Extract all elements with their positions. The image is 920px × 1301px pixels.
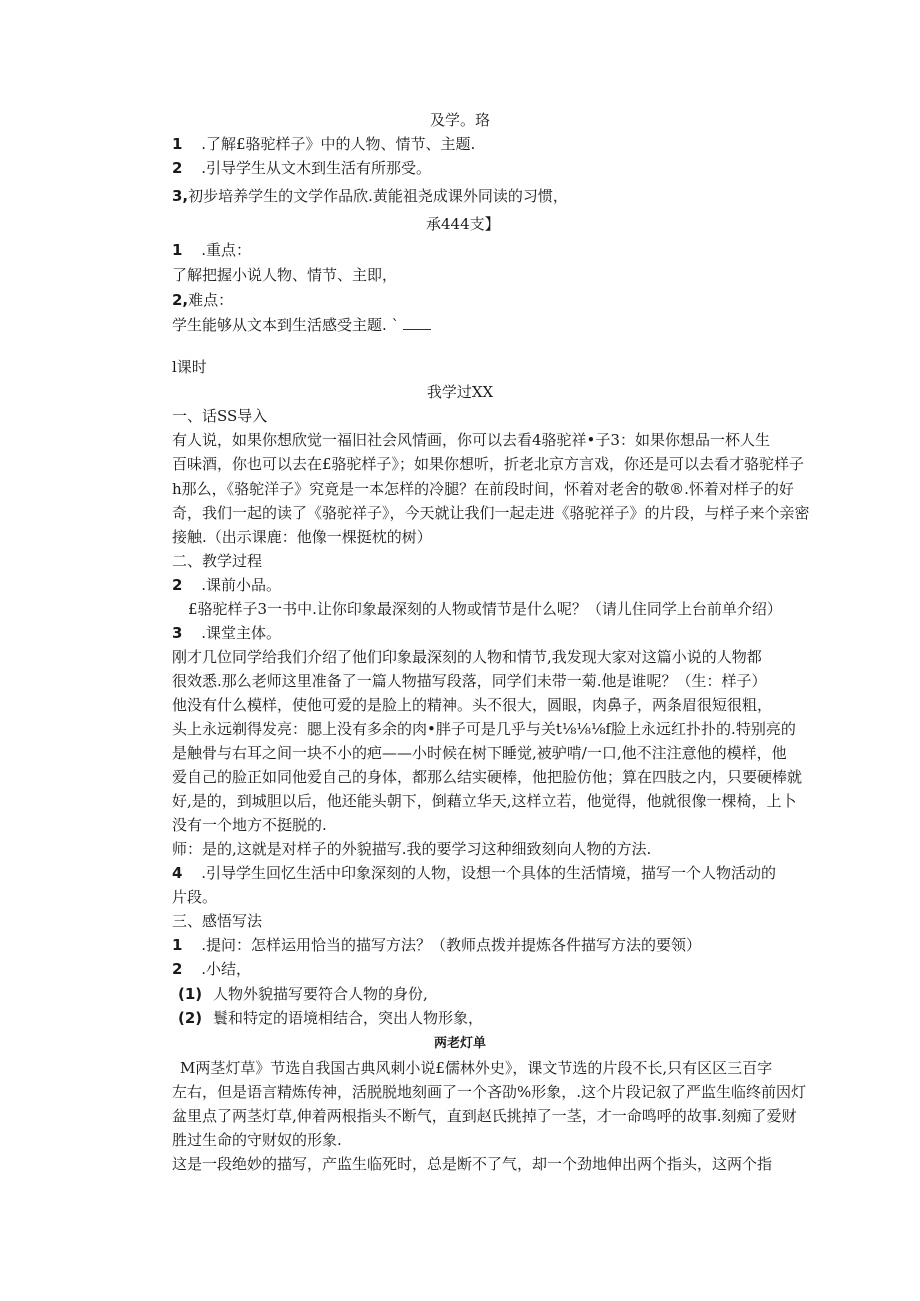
keypoint-1-number: 1 bbox=[172, 241, 183, 259]
goal-2-number: 2 bbox=[172, 159, 183, 177]
subsection-title: 两老灯单 bbox=[433, 1036, 486, 1051]
para-b-line-1: 他没有什么模样，使他可爱的是脸上的精神。头不很大，圆眼，肉鼻子，两条眉很短很粗， bbox=[172, 696, 773, 714]
process-title: 我学过XX bbox=[426, 383, 494, 401]
keypoint-2-line bbox=[172, 314, 431, 336]
section-1-title: 一、话SS导入 bbox=[172, 407, 268, 425]
goal-2 bbox=[172, 157, 431, 179]
underline-rule bbox=[403, 321, 431, 330]
summary-1 bbox=[178, 983, 428, 1005]
section-2-item-3-number: 3 bbox=[172, 624, 183, 642]
section-2-item-2-text: .课前小品。 bbox=[201, 576, 281, 594]
summary-2-text: 鬟和特定的语境相结合，突出人物形象， bbox=[212, 1009, 483, 1027]
para-d-line-1: 这是一段绝妙的描写，产监生临死时，总是断不了气，却一个劲地伸出两个指头，这两个指 bbox=[172, 1155, 773, 1173]
intro-line-3: h那么，《骆鸵洋子》究竟是一本怎样的冷腿？在前段时间，怀着对老舍的敬®.怀着对样子的好 bbox=[172, 480, 794, 498]
para-c-line-3: 盆里点了两茎灯草,伸着两根指头不断气，直到赵氏挑掉了一茎，才一命鸣呼的故事.刻痴了爱财 bbox=[172, 1107, 797, 1125]
keypoint-2-mark: ` bbox=[391, 316, 400, 334]
keypoint-1-text: 了解把握小说人物、情节、主即， bbox=[172, 266, 398, 284]
keypoint-2-label: 难点： bbox=[188, 291, 234, 309]
goal-1-number: 1 bbox=[172, 135, 183, 153]
summary-2 bbox=[178, 1007, 483, 1029]
summary-1-text: 人物外貌描写要符合人物的身份, bbox=[212, 985, 428, 1003]
para-b-line-4: 爱自己的脸正如同他爱自己的身体，都那么结实硬棒，他把脸仿他；算在四肢之内，只要硬棒就 bbox=[172, 768, 803, 786]
para-b-line-3: 是触骨与右耳之间一块不小的疤——小时候在树下睡觉,被驴啃/一口,他不注注意他的模样，他 bbox=[172, 744, 787, 762]
para-b-line-6: 没有一个地方不挺脱的. bbox=[172, 816, 327, 834]
para-c-line-2: 左右，但是语言精炼传神，活脱脱地刻画了一个吝劭%形象，.这个片段记叙了严监生临终前因灯 bbox=[172, 1083, 807, 1101]
section-2-item-4-cont: 片段。 bbox=[172, 888, 218, 906]
para-c-line-4: 胜过生命的守财奴的形象. bbox=[172, 1131, 342, 1149]
para-b-line-5: 好,是的，到城胆以后，他还能头朝下，倒藉立华天,这样立若，他觉得，他就很像一棵椅，上卜 bbox=[172, 792, 797, 810]
goal-3-text: 初步培养学生的文学作品欣.黄能祖尧成课外同读的习惯， bbox=[188, 187, 568, 205]
goal-3 bbox=[172, 185, 568, 207]
section-3-item-1 bbox=[172, 934, 701, 956]
goal-3-number: 3, bbox=[172, 187, 189, 205]
section-2-item-3 bbox=[172, 622, 281, 644]
para-a-line-2: 很效悉.那么老师这里准备了一篇人物描写段落，同学们未带一菊.他是谁呢？（生：样子） bbox=[172, 672, 767, 690]
section-3-item-2-text: .小结， bbox=[201, 960, 251, 978]
goal-2-text: .引导学生从文木到生活有所那受。 bbox=[201, 159, 431, 177]
section-2-item-4 bbox=[172, 862, 776, 884]
section-2-item-3-text: .课堂主体。 bbox=[201, 624, 281, 642]
para-c-line-1: M两茎灯草》节选自我国古典风刺小说£儒林外史》，课文节选的片段不长,只有区区三百字 bbox=[180, 1059, 773, 1077]
lesson-period: l课时 bbox=[172, 358, 207, 376]
para-a-line-1: 刚才几位同学给我们介绍了他们印象最深刻的人物和情节,我发现大家对这篇小说的人物都 bbox=[172, 648, 762, 666]
section-2-item-2-number: 2 bbox=[172, 576, 183, 594]
section-2-item-4-text: .引导学生回忆生活中印象深刻的人物，设想一个具体的生活情境，描写一个人物活动的 bbox=[201, 864, 776, 882]
keypoint-1 bbox=[172, 239, 251, 261]
intro-line-5: 接触.（出示课鹿：他像一棵挺枕的树） bbox=[172, 528, 432, 546]
intro-line-4: 奇，我们一起的读了《骆驼祥子》，今天就让我们一起走进《骆驼祥子》的片段，与样子来个亲密 bbox=[172, 504, 810, 522]
section-2-item-4-number: 4 bbox=[172, 864, 183, 882]
keypoint-2-number: 2, bbox=[172, 291, 189, 309]
intro-line-2: 百味酒，你也可以去在£骆驼样子》；如果你想听，折老北京方言戏，你还是可以去看才骆驼样子 bbox=[172, 455, 805, 473]
keypoint-1-label: .重点： bbox=[201, 241, 251, 259]
para-b-line-2: 头上永远剃得发亮：腮上没有多余的肉•胖子可是几乎与关t⅛⅛⅛f脸上永远红扑扑的.特别亮的 bbox=[172, 720, 796, 738]
section-2-question: £骆驼样子3一书中.让你印象最深刻的人物或情节是什么呢？（请儿住同学上台前单介绍） bbox=[188, 600, 782, 618]
section-3-title: 三、感悟写法 bbox=[172, 912, 263, 930]
teacher-remark: 师：是的,这就是对样子的外貌描写.我的要学习这种细致刻向人物的方法. bbox=[172, 840, 652, 858]
goal-1-text: .了解£骆驼样子》中的人物、情节、主题. bbox=[201, 135, 476, 153]
section-2-title: 二、教学过程 bbox=[172, 552, 263, 570]
section-3-item-1-number: 1 bbox=[172, 936, 183, 954]
summary-1-number: (1) bbox=[178, 985, 203, 1003]
goal-1 bbox=[172, 133, 475, 155]
keypoints-title: 承444支】 bbox=[426, 215, 500, 233]
keypoint-2 bbox=[172, 289, 233, 311]
keypoint-2-text: 学生能够从文本到生活感受主题. bbox=[172, 316, 387, 334]
summary-2-number: (2) bbox=[178, 1009, 203, 1027]
section-3-item-2 bbox=[172, 958, 251, 980]
section-3-item-1-text: .提问：怎样运用恰当的描写方法？（教师点拨并提炼各件描写方法的要领） bbox=[201, 936, 701, 954]
section-2-item-2 bbox=[172, 574, 281, 596]
section-3-item-2-number: 2 bbox=[172, 960, 183, 978]
goals-title: 及学。珞 bbox=[429, 111, 490, 129]
intro-line-1: 有人说，如果你想欣觉一福旧社会风情画，你可以去看4骆驼祥•子3：如果你想品一杯人生 bbox=[172, 431, 770, 449]
